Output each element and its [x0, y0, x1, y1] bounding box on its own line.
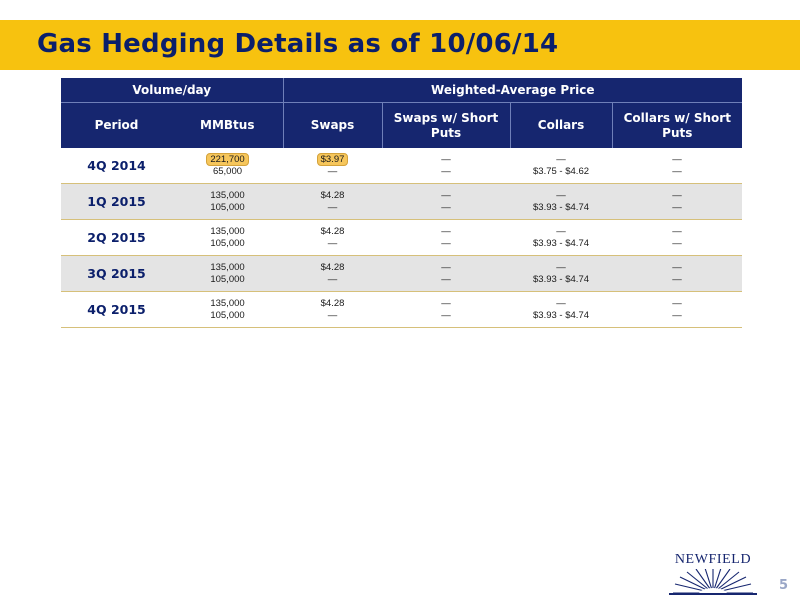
cell-value: —: [327, 309, 338, 321]
swaps-short-puts-cell: [382, 220, 510, 256]
cell-value: 105,000: [210, 201, 245, 213]
cell-value: $3.93 - $4.74: [533, 273, 590, 285]
swaps-short-puts-cell: [382, 256, 510, 292]
swaps-short-puts-cell: [382, 184, 510, 220]
price-group-header: Weighted-Average Price: [283, 78, 742, 103]
cell-value: —: [672, 153, 682, 165]
cell-value: $4.28: [320, 225, 345, 237]
mmbtus-cell: [172, 148, 283, 184]
cell-value: —: [327, 273, 338, 285]
period-cell: 1Q 2015: [61, 184, 172, 220]
swaps-cell: [283, 292, 382, 328]
col-header-period: Period: [61, 103, 172, 149]
group-header-row: [61, 78, 742, 103]
cell-value: —: [441, 297, 451, 309]
sunburst-logo-icon: [665, 569, 761, 595]
cell-value: 135,000: [210, 261, 245, 273]
cell-value: $3.93 - $4.74: [533, 309, 590, 321]
column-header-row: [61, 103, 742, 149]
mmbtus-cell: [172, 292, 283, 328]
collars-cell: [510, 184, 612, 220]
cell-value: —: [327, 166, 338, 177]
page-number: 5: [779, 578, 789, 593]
cell-value: $4.28: [320, 189, 345, 201]
col-header-swaps: Swaps: [283, 103, 382, 149]
swaps-short-puts-cell: [382, 148, 510, 184]
cell-value: —: [672, 225, 682, 237]
cell-value: —: [672, 309, 682, 321]
cell-value: —: [556, 153, 566, 165]
cell-value: —: [556, 189, 566, 201]
period-cell: 4Q 2014: [61, 148, 172, 184]
col-header-mmbtus: MMBtus: [172, 103, 283, 149]
highlighted-value: 221,700: [206, 153, 248, 166]
cell-value: —: [672, 297, 682, 309]
col-header-collars: Collars: [510, 103, 612, 149]
collars-short-puts-cell: [612, 292, 742, 328]
page-title: Gas Hedging Details as of 10/06/14: [37, 29, 559, 59]
highlighted-value: $3.97: [317, 153, 349, 166]
cell-value: 65,000: [212, 166, 243, 177]
cell-value: —: [672, 261, 682, 273]
cell-value: $4.28: [320, 297, 345, 309]
cell-value: $3.75 - $4.62: [533, 165, 590, 177]
cell-value: —: [327, 237, 338, 249]
cell-value: —: [672, 273, 682, 285]
cell-value: —: [441, 273, 451, 285]
mmbtus-cell: [172, 220, 283, 256]
mmbtus-cell: [172, 184, 283, 220]
swaps-cell: [283, 148, 382, 184]
table-row: [61, 148, 742, 184]
swaps-short-puts-cell: [382, 292, 510, 328]
newfield-logo: [665, 552, 761, 596]
cell-value: —: [441, 153, 451, 165]
cell-value: —: [672, 201, 682, 213]
collars-short-puts-cell: [612, 184, 742, 220]
gas-hedging-table: [61, 78, 742, 328]
swaps-cell: [283, 220, 382, 256]
cell-value: —: [672, 237, 682, 249]
cell-value: $3.93 - $4.74: [533, 201, 590, 213]
period-cell: 2Q 2015: [61, 220, 172, 256]
cell-value: —: [441, 189, 451, 201]
cell-value: $3.93 - $4.74: [533, 237, 590, 249]
period-cell: 3Q 2015: [61, 256, 172, 292]
cell-value: —: [441, 261, 451, 273]
collars-cell: [510, 256, 612, 292]
cell-value: —: [441, 225, 451, 237]
table-row: [61, 184, 742, 220]
col-header-collars-short-puts: Collars w/ Short Puts: [612, 103, 742, 149]
collars-short-puts-cell: [612, 148, 742, 184]
cell-value: —: [441, 309, 451, 321]
cell-value: $4.28: [320, 261, 345, 273]
cell-value: 105,000: [210, 309, 245, 321]
cell-value: —: [327, 201, 338, 213]
period-cell: 4Q 2015: [61, 292, 172, 328]
cell-value: 105,000: [210, 273, 245, 285]
cell-value: —: [441, 201, 451, 213]
collars-cell: [510, 148, 612, 184]
volume-group-header: Volume/day: [61, 78, 283, 103]
table-row: [61, 292, 742, 328]
swaps-cell: [283, 184, 382, 220]
cell-value: —: [672, 165, 682, 177]
cell-value: —: [556, 261, 566, 273]
table-row: [61, 256, 742, 292]
cell-value: 135,000: [210, 297, 245, 309]
cell-value: —: [441, 165, 451, 177]
table-row: [61, 220, 742, 256]
col-header-swaps-short-puts: Swaps w/ Short Puts: [382, 103, 510, 149]
cell-value: —: [556, 225, 566, 237]
cell-value: 135,000: [210, 189, 245, 201]
cell-value: —: [441, 237, 451, 249]
collars-cell: [510, 292, 612, 328]
swaps-cell: [283, 256, 382, 292]
collars-short-puts-cell: [612, 220, 742, 256]
mmbtus-cell: [172, 256, 283, 292]
cell-value: 135,000: [210, 225, 245, 237]
logo-text: NEWFIELD: [674, 552, 752, 567]
cell-value: 105,000: [210, 237, 245, 249]
collars-short-puts-cell: [612, 256, 742, 292]
cell-value: —: [672, 189, 682, 201]
title-bar: [0, 20, 800, 70]
collars-cell: [510, 220, 612, 256]
cell-value: —: [556, 297, 566, 309]
